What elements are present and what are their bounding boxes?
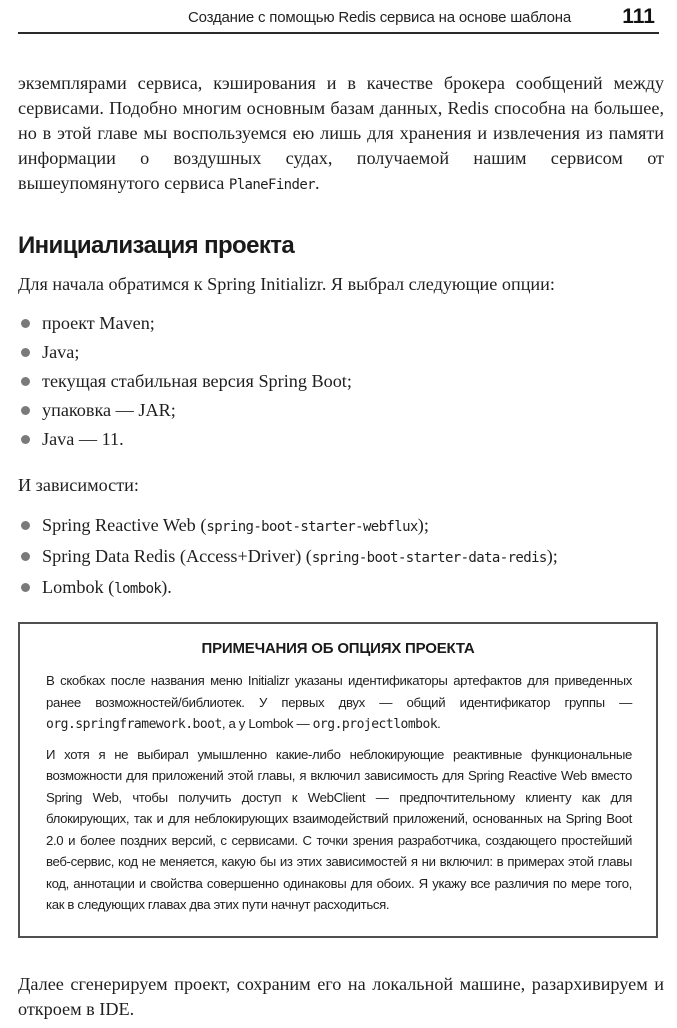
running-header-title: Создание с помощью Redis сервиса на основе шаблона	[188, 9, 571, 26]
dependencies-list	[18, 513, 664, 606]
page-number: 111	[622, 5, 655, 28]
inline-code: lombok	[114, 581, 162, 597]
dependencies-heading: И зависимости:	[18, 475, 139, 495]
inline-code: spring-boot-starter-data-redis	[311, 550, 547, 566]
bullet-icon	[21, 348, 30, 357]
note-paragraph: И хотя я не выбирал умышленно какие-либо неблокирующие реактивные функциональные возможности для приложений этой главы, я включил зависимость для Spring Reactive Web вместо Spring Web, чтобы получить доступ к WebClient — предпочтительному клиенту как для блокирующих, так и для неблокирующих взаимодействий приложений, основанных на Spring Boot 2.0 и более поздних версий, с сервисами. С точки зрения разработчика, создающего простейший веб-сервис, код не меняется, какую бы из этих зависимостей я ни включил: в примерах этой главы код, аннотации и свойства совершенно одинаковы для обоих. Я укажу все различия по мере того, как в следующих главах два этих пути начнут расходиться.	[46, 746, 632, 912]
bullet-icon	[21, 521, 30, 530]
paragraph-end: .	[314, 173, 320, 193]
bullet-icon	[21, 377, 30, 386]
paragraph-text: экземплярами сервиса, кэширования и в качестве брокера сообщений между сервисами. Подобно многим основным базам данных, Redis способна на большее, но в этой главе мы воспользуемся ею лишь для хранения и извлечения из памяти информации о воздушных судах, получаемой нашим сервисом от вышеупомянутого сервиса	[18, 73, 664, 193]
running-header	[18, 6, 659, 34]
inline-code: org.springframework.boot	[46, 717, 222, 732]
list-item: текущая стабильная версия Spring Boot;	[18, 369, 664, 394]
note-body	[46, 670, 632, 924]
list-item: Java — 11.	[18, 427, 664, 452]
section-heading: Инициализация проекта	[18, 232, 295, 259]
list-item: проект Maven;	[18, 311, 664, 336]
note-paragraph: В скобках после названия меню Initializr указаны идентификаторы артефактов для приведенных ранее возможностей/библиотек. У первых двух — общий идентификатор группы — org.springframework.boot, а у Lombok — org.projectlombok.	[46, 673, 632, 732]
bullet-icon	[21, 319, 30, 328]
list-item: Java;	[18, 340, 664, 365]
final-paragraph: Далее сгенерируем проект, сохраним его на локальной машине, разархивируем и откроем в IDE.	[18, 974, 664, 1019]
inline-code: PlaneFinder	[228, 177, 315, 193]
list-item: Lombok (lombok).	[18, 575, 664, 602]
bullet-icon	[21, 435, 30, 444]
inline-code: spring-boot-starter-webflux	[206, 519, 418, 535]
note-title: ПРИМЕЧАНИЯ ОБ ОПЦИЯХ ПРОЕКТА	[201, 640, 475, 657]
list-item: Spring Data Redis (Access+Driver) (spring-boot-starter-data-redis);	[18, 544, 664, 571]
list-item: упаковка — JAR;	[18, 398, 664, 423]
options-list	[18, 311, 664, 456]
note-box	[18, 622, 658, 938]
bullet-icon	[21, 552, 30, 561]
intro-paragraph: Для начала обратимся к Spring Initializr. Я выбрал следующие опции:	[18, 274, 555, 294]
list-item: Spring Reactive Web (spring-boot-starter-webflux);	[18, 513, 664, 540]
body-paragraph	[18, 71, 664, 198]
inline-code: org.projectlombok	[312, 717, 438, 732]
bullet-icon	[21, 406, 30, 415]
bullet-icon	[21, 583, 30, 592]
